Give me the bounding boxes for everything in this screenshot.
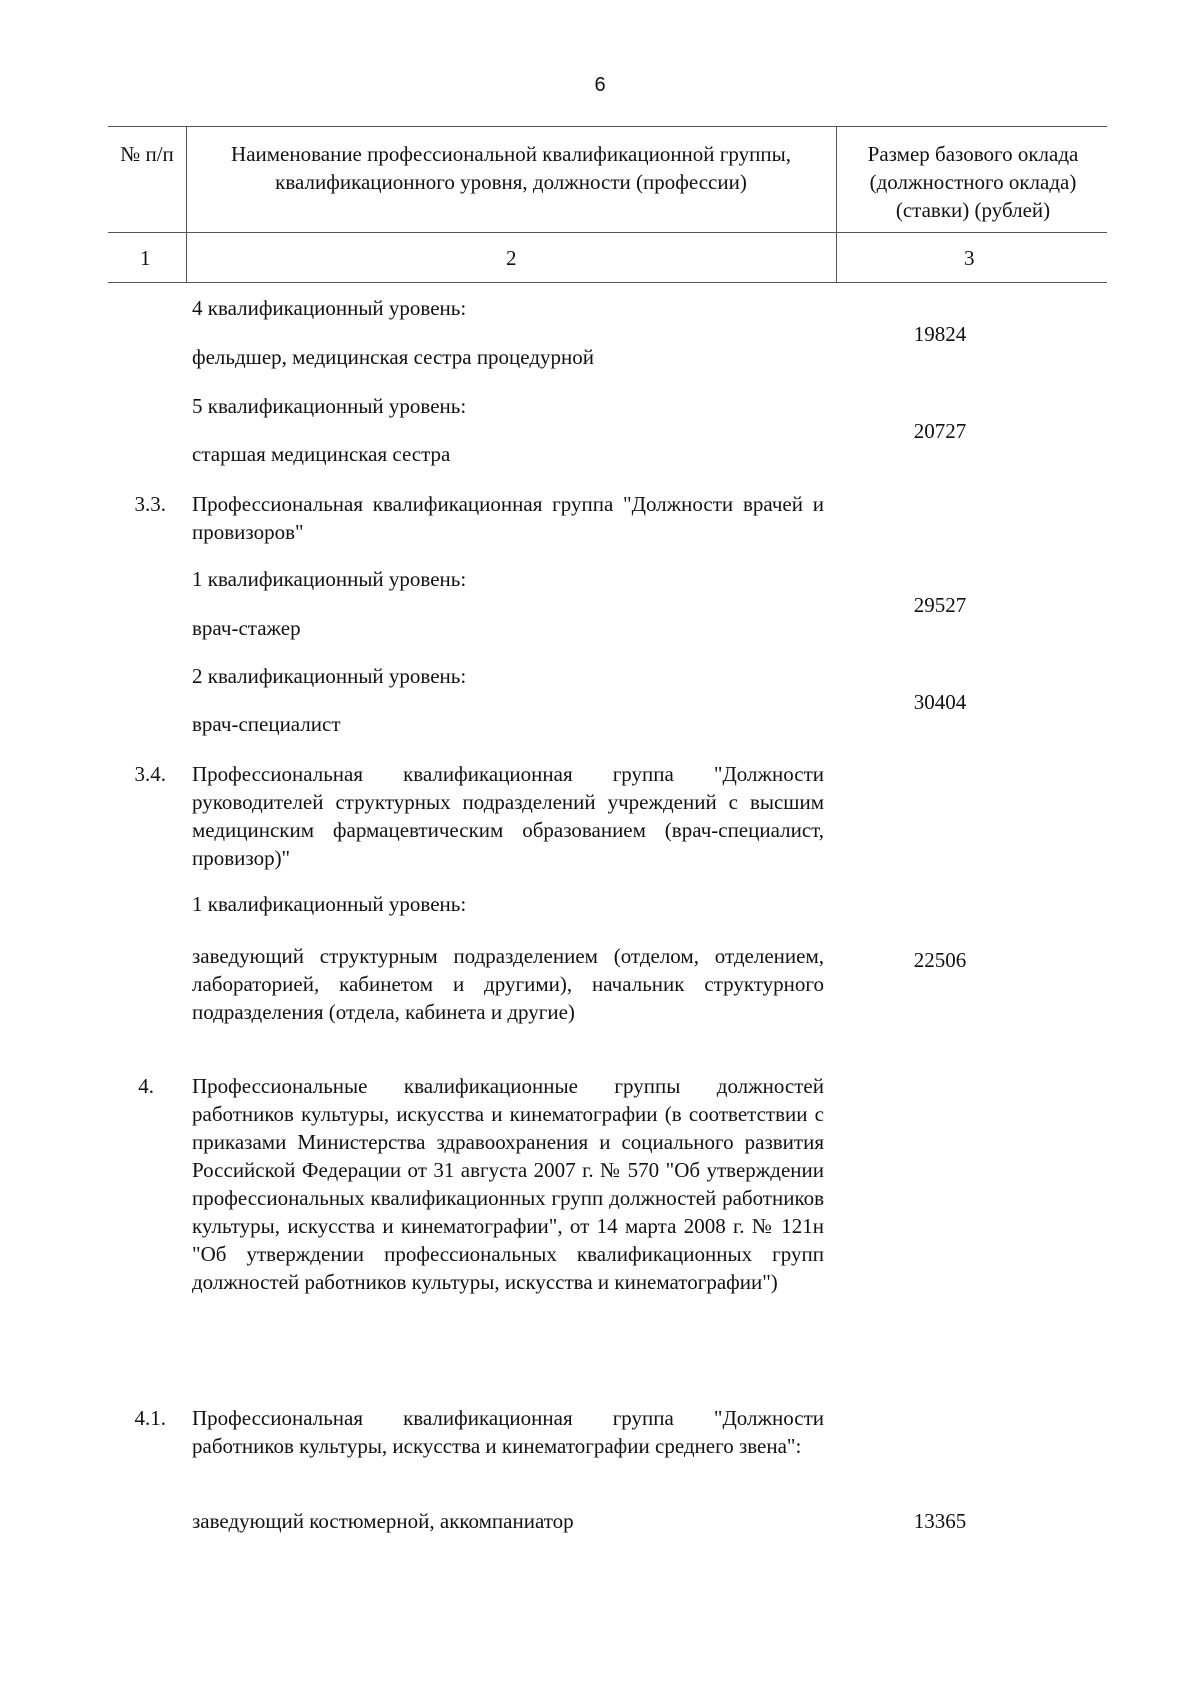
level4-positions: фельдшер, медицинская сестра процедурной — [192, 345, 594, 369]
header-col-divider-2 — [836, 126, 837, 282]
group-3-3-number: 3.3. — [134, 492, 166, 516]
header-col-name: Наименование профессиональной квалификационной группы, квалификационного уровня, должности (профессии) — [231, 142, 791, 194]
level5-positions: старшая медицинская сестра — [192, 442, 451, 466]
group-4-1-positions: заведующий костюмерной, аккомпаниатор — [192, 1509, 574, 1533]
group-3-4-level1-positions: заведующий структурным подразделением (отделом, отделением, лабораторией, кабинетом и другими), начальник структурного подразделения (отдела, кабинета и другие) — [192, 944, 824, 1024]
column-number-2: 2 — [506, 246, 517, 270]
group-4-text: Профессиональные квалификационные группы должностей работников культуры, искусства и кинематографии (в соответствии с приказами Министерства здравоохранения и социального развития Российской Федерации от 31 августа 2007 г. № 570 "Об утверждении профессиональных квалификационных групп должностей работников культуры, искусства и кинематографии", от 14 марта 2008 г. № 121н "Об утверждении профессиональных квалификационных групп должностей работников культуры, искусства и кинематографии") — [192, 1074, 824, 1294]
group-3-3-level2-positions: врач-специалист — [192, 712, 341, 736]
group-3-3-text: Профессиональная квалификационная группа "Должности врачей и провизоров" — [192, 492, 824, 544]
page-number: 6 — [594, 74, 606, 96]
group-3-3-level1-salary: 29527 — [913, 593, 967, 617]
group-3-4-number: 3.4. — [134, 762, 166, 786]
group-4-1-salary: 13365 — [913, 1509, 967, 1533]
level5-title: 5 квалификационный уровень: — [192, 394, 467, 418]
numbering-separator-rule — [108, 282, 1107, 283]
header-col-salary: Размер базового оклада (должностного оклада) (ставки) (рублей) — [867, 142, 1079, 222]
group-4-1-text: Профессиональная квалификационная группа "Должности работников культуры, искусства и кинематографии среднего звена": — [192, 1406, 824, 1458]
group-4-number: 4. — [138, 1074, 154, 1098]
header-separator-rule — [108, 232, 1107, 233]
table-top-rule — [108, 126, 1107, 127]
level5-salary: 20727 — [913, 419, 967, 443]
group-4-1-number: 4.1. — [134, 1406, 166, 1430]
group-3-3-level1-title: 1 квалификационный уровень: — [192, 567, 467, 591]
group-3-3-level1-positions: врач-стажер — [192, 616, 301, 640]
column-number-3: 3 — [964, 246, 975, 270]
level4-salary: 19824 — [913, 322, 967, 346]
group-3-3-level2-salary: 30404 — [913, 690, 967, 714]
column-number-1: 1 — [140, 246, 151, 270]
group-3-4-level1-salary: 22506 — [913, 948, 967, 972]
level4-title: 4 квалификационный уровень: — [192, 296, 467, 320]
group-3-4-text: Профессиональная квалификационная группа "Должности руководителей структурных подразделений учреждений с высшим медицинским фармацевтическим образованием (врач-специалист, провизор)" — [192, 762, 824, 870]
header-col-divider-1 — [186, 126, 187, 282]
header-col-number: № п/п — [120, 142, 174, 166]
group-3-3-level2-title: 2 квалификационный уровень: — [192, 664, 467, 688]
group-3-4-level1-title: 1 квалификационный уровень: — [192, 892, 467, 916]
